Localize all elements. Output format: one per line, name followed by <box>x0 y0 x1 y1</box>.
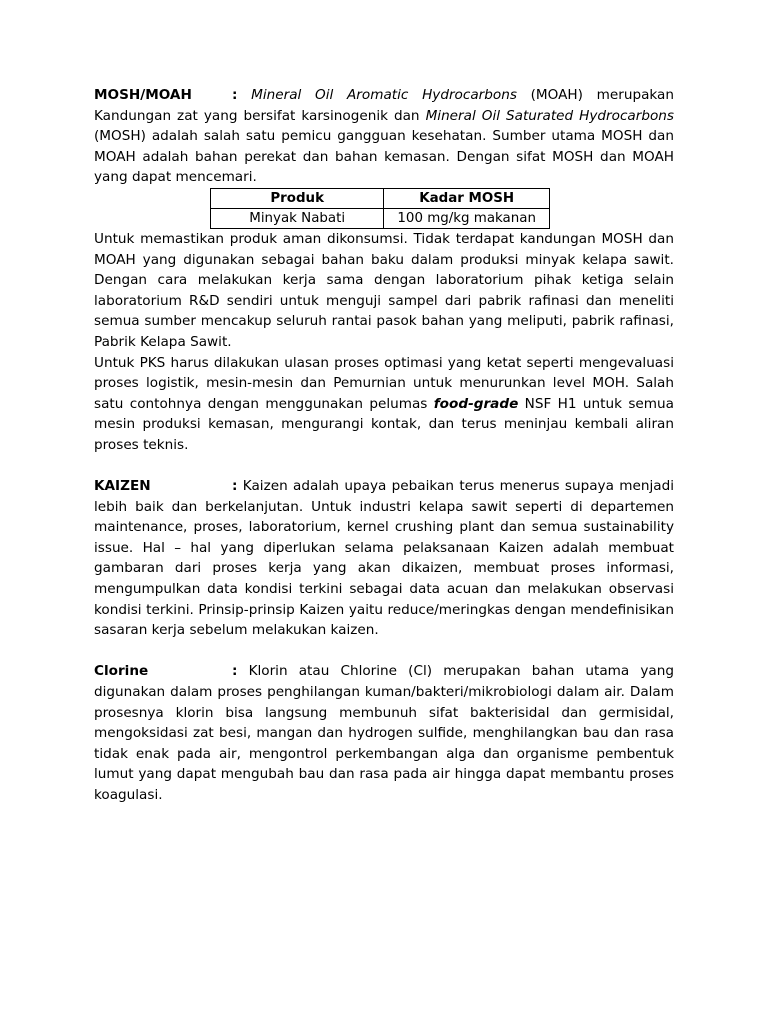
section-gap <box>94 641 674 662</box>
table-cell-kadar: 100 mg/kg makanan <box>384 208 550 228</box>
document-page <box>94 85 674 806</box>
table-cell-produk: Minyak Nabati <box>211 208 384 228</box>
term-colon: : <box>232 87 238 103</box>
mosh-italic-mosh: Mineral Oil Saturated Hydrocarbons <box>425 107 674 124</box>
clorine-text: Klorin atau Chlorine (Cl) merupakan bahan utama yang digunakan dalam proses penghilangan kuman/bakteri/mikrobiologi dalam air. Dalam prosesnya klorin bisa langsung membunuh sifat bakterisidal dan germisidal, mengoksidasi zat besi, mangan dan hydrogen sulfide, menghilangkan bau dan rasa tidak enak pada air, mengontrol perkembangan alga dan organisme pembentuk lumut yang dapat mengubah bau dan rasa pada air hingga dapat membantu proses koagulasi. <box>94 663 674 803</box>
kaizen-paragraph <box>94 476 674 641</box>
mosh-italic-moah: Mineral Oil Aromatic Hydrocarbons <box>251 87 517 103</box>
table-header-kadar: Kadar MOSH <box>384 188 550 208</box>
term-kaizen: KAIZEN <box>94 478 151 495</box>
term-colon: : <box>232 478 238 495</box>
term-clorine: Clorine <box>94 663 149 680</box>
mosh-text-1 <box>237 87 251 103</box>
mosh-p3-text-1: Untuk PKS harus dilakukan ulasan proses optimasi yang ketat seperti mengevaluasi proses logistik, mesin-mesin dan Pemurnian untuk menurunkan level MOH. Salah satu contohnya dengan menggunakan pelumas <box>94 354 674 412</box>
mosh-text-3: (MOSH) adalah salah satu pemicu gangguan kesehatan. Sumber utama MOSH dan MOAH adalah bahan perekat dan bahan kemasan. Dengan sifat MOSH dan MOAH yang dapat mencemari. <box>94 128 674 186</box>
clorine-paragraph <box>94 661 674 805</box>
section-gap <box>94 456 674 477</box>
term-mosh-moah: MOSH/MOAH <box>94 87 192 103</box>
mosh-level-table <box>210 188 550 229</box>
mosh-paragraph <box>94 85 674 188</box>
term-colon: : <box>232 663 238 680</box>
table-row <box>211 208 550 228</box>
mosh-p3-text-2: NSF H1 untuk semua mesin produksi kemasan, mengurangi kontak, dan terus meninjau kembali aliran proses teknis. <box>94 395 674 453</box>
mosh-paragraph-2: Untuk memastikan produk aman dikonsumsi. Tidak terdapat kandungan MOSH dan MOAH yang digunakan sebagai bahan baku dalam produksi minyak kelapa sawit. Dengan cara melakukan kerja sama dengan laboratorium pihak ketiga selain laboratorium R&D sendiri untuk menguji sampel dari pabrik rafinasi dan meneliti semua sumber mencakup seluruh rantai pasok bahan yang meliputi, pabrik rafinasi, Pabrik Kelapa Sawit. <box>94 230 674 350</box>
mosh-p3-italic: food-grade <box>433 395 519 412</box>
mosh-text-2: (MOAH) merupakan Kandungan zat yang bersifat karsinogenik dan <box>94 87 675 124</box>
table-header-produk: Produk <box>211 188 384 208</box>
mosh-paragraph-3 <box>94 353 674 456</box>
table-header-row <box>211 188 550 208</box>
kaizen-text: Kaizen adalah upaya pebaikan terus menerus supaya menjadi lebih baik dan berkelanjutan. Untuk industri kelapa sawit seperti di departemen maintenance, proses, laboratorium, kernel crushing plant dan semua sustainability issue. Hal – hal yang diperlukan selama pelaksanaan Kaizen adalah membuat gambaran dari proses kerja yang akan dikaizen, membuat proses informasi, mengumpulkan data kondisi terkini sebagai data acuan dan melakukan observasi kondisi terkini. Prinsip-prinsip Kaizen yaitu reduce/meringkas dengan mendefinisikan sasaran kerja sebelum melakukan kaizen. <box>94 478 674 639</box>
